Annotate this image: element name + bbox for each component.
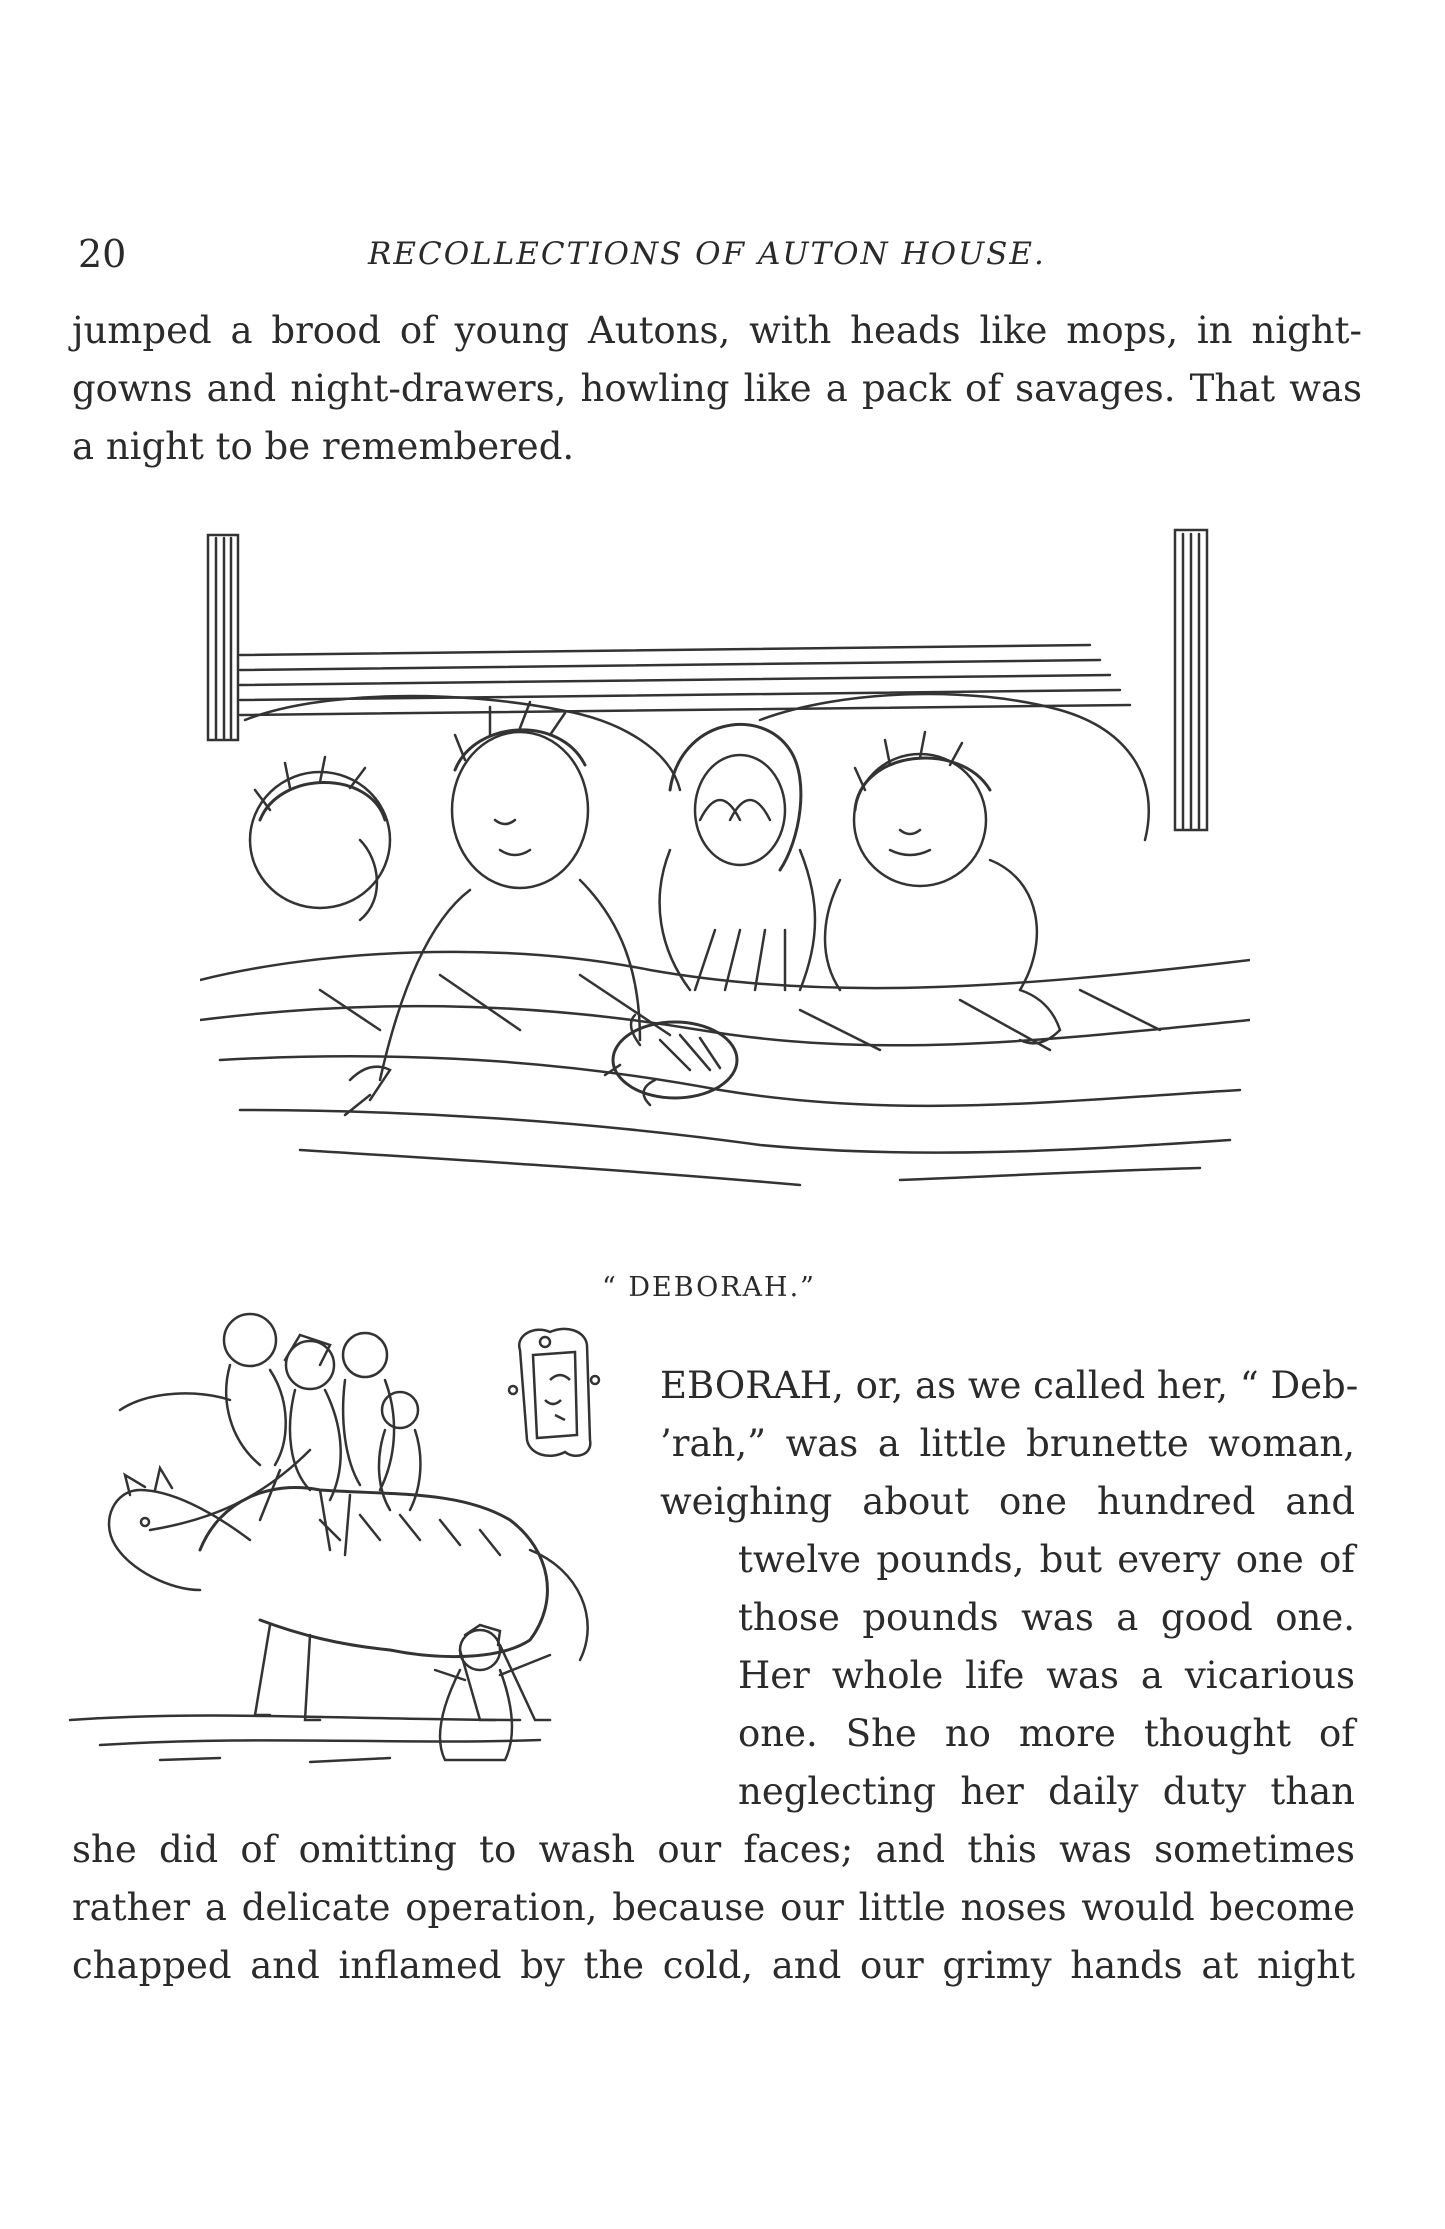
children-riding-horse-illustration bbox=[60, 1290, 740, 1790]
text-line: weighing about one hundred and bbox=[660, 1480, 1355, 1523]
text-line: she did of omitting to wash our faces; and this was sometimes bbox=[72, 1828, 1355, 1871]
children-in-bed-illustration bbox=[200, 520, 1250, 1200]
text-line: EBORAH, or, as we called her, “ Deb- bbox=[660, 1364, 1359, 1407]
text-line: neglecting her daily duty than bbox=[738, 1770, 1355, 1813]
page-number: 20 bbox=[78, 232, 127, 276]
paragraph-2-wrapped bbox=[660, 1357, 1359, 1531]
text-line: rather a delicate operation, because our little noses would become bbox=[72, 1886, 1355, 1929]
text-line: one. She no more thought of bbox=[738, 1712, 1355, 1755]
text-line: gowns and night-drawers, howling like a pack of savages. That was bbox=[72, 367, 1362, 410]
cat bbox=[613, 1022, 737, 1098]
text-line: ’rah,” was a little brunette woman, bbox=[660, 1422, 1355, 1465]
ornamental-frame-icon bbox=[505, 1320, 615, 1470]
running-title: RECOLLECTIONS OF AUTON HOUSE. bbox=[368, 236, 1046, 272]
paragraph-2-full bbox=[72, 1821, 1355, 1995]
text-line: a night to be remembered. bbox=[72, 425, 575, 468]
text-line: jumped a brood of young Autons, with heads like mops, in night- bbox=[72, 309, 1362, 352]
text-line: twelve pounds, but every one of bbox=[738, 1538, 1355, 1581]
paragraph-2-wrapped-narrow bbox=[738, 1531, 1355, 1821]
illustration-caption: “ DEBORAH.” bbox=[602, 1272, 816, 1303]
text-line: those pounds was a good one. bbox=[738, 1596, 1355, 1639]
page-header bbox=[78, 232, 1358, 276]
text-line: Her whole life was a vicarious bbox=[738, 1654, 1355, 1697]
paragraph-1 bbox=[72, 302, 1362, 476]
text-line: chapped and inflamed by the cold, and our grimy hands at night bbox=[72, 1944, 1355, 1987]
